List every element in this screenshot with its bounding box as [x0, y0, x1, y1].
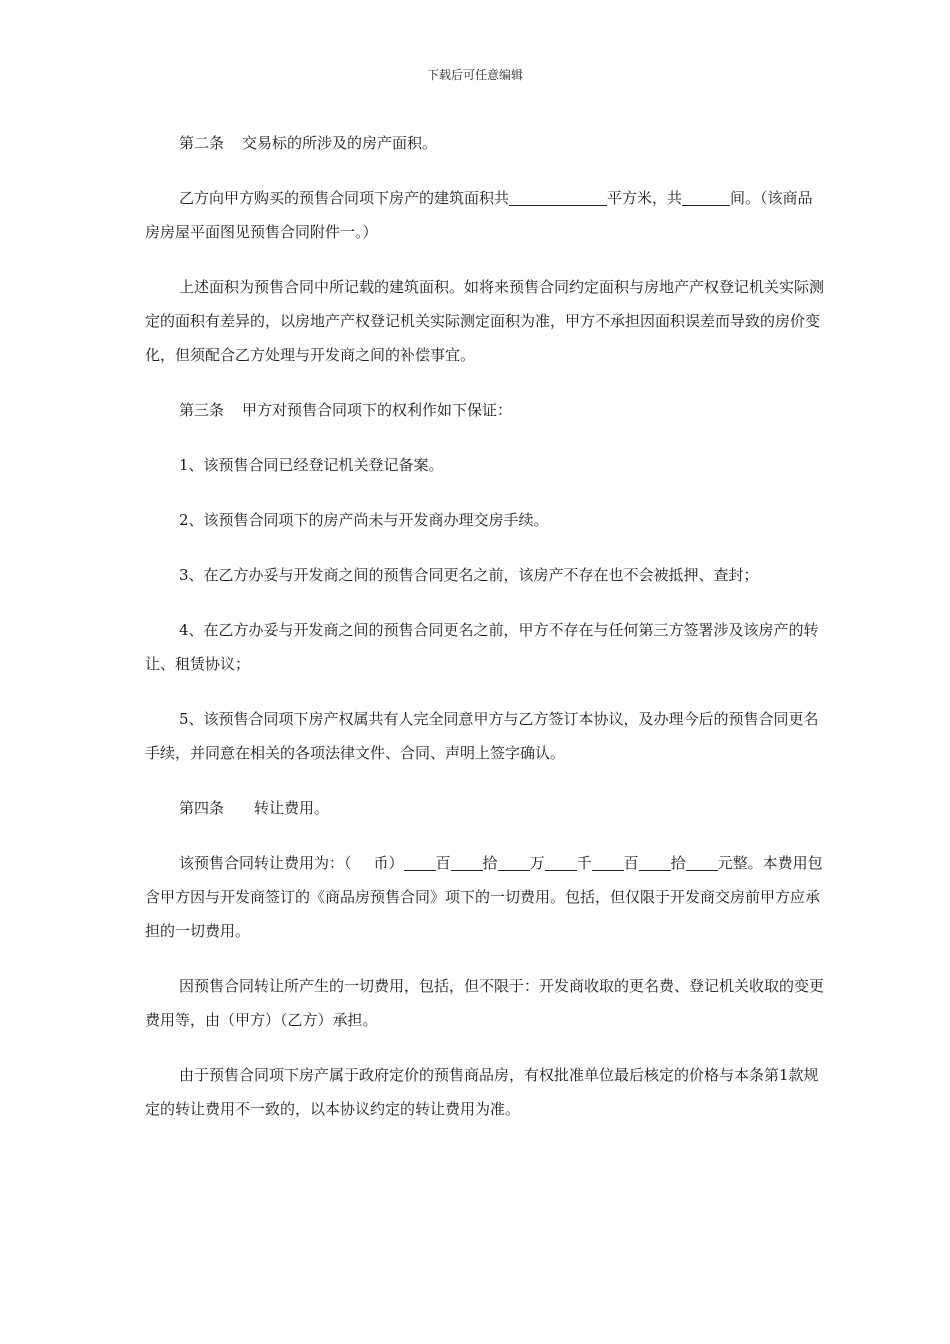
- article-4-paragraph-2: 因预售合同转让所产生的一切费用，包括，但不限于：开发商收取的更名费、登记机关收取的变更费用等，由（甲方）（乙方）承担。: [145, 977, 825, 1029]
- fee-text-rest: 本费用包含甲方因与开发商签订的《商品房预售合同》项下的一切费用。包括，但仅限于开发商交房前甲方应承担的一切费用。: [145, 854, 823, 940]
- area-text-d: （该商品房房屋平面图见预售合同附件一。）: [145, 189, 813, 241]
- fee-unit: 拾: [482, 854, 498, 872]
- area-blank[interactable]: [509, 189, 607, 206]
- fee-unit: 百: [623, 854, 639, 872]
- fee-paragraph: [145, 846, 825, 948]
- fee-unit: 元整。: [717, 854, 763, 872]
- article-3-number: 第三条: [179, 401, 225, 419]
- fee-unit: 万: [529, 854, 545, 872]
- article-2-paragraph-2: 上述面积为预售合同中所记载的建筑面积。如将来预售合同约定面积与房地产产权登记机关实际测定的面积有差异的，以房地产产权登记机关实际测定面积为准，甲方不承担因面积误差而导致的房价变化，但须配合乙方处理与开发商之间的补偿事宜。: [145, 278, 825, 364]
- fee-unit: 百: [435, 854, 451, 872]
- article-3-heading: [145, 393, 825, 427]
- article-4-heading: [145, 791, 825, 825]
- area-text-b: 平方米，共: [607, 189, 683, 207]
- article-2-title: 交易标的所涉及的房产面积。: [242, 134, 438, 152]
- article-4-paragraph-3: 由于预售合同项下房产属于政府定价的预售商品房，有权批准单位最后核定的价格与本条第1款规定的转让费用不一致的，以本协议约定的转让费用为准。: [145, 1066, 819, 1118]
- fee-unit: 千: [576, 854, 592, 872]
- article-4-title: 转让费用。: [254, 799, 330, 817]
- fee-blank[interactable]: [686, 854, 718, 871]
- rooms-blank[interactable]: [682, 189, 730, 206]
- guarantee-item-5: 5、该预售合同项下房产权属共有人完全同意甲方与乙方签订本协议，及办理今后的预售合同更名手续，并同意在相关的各项法律文件、合同、声明上签字确认。: [145, 710, 819, 762]
- article-4-number: 第四条: [179, 799, 225, 817]
- fee-blank[interactable]: [592, 854, 624, 871]
- fee-currency: 币）: [373, 854, 404, 872]
- article-2-area-paragraph: [145, 181, 825, 249]
- fee-blank[interactable]: [545, 854, 577, 871]
- fee-blank[interactable]: [451, 854, 483, 871]
- fee-blank[interactable]: [404, 854, 436, 871]
- fee-unit: 拾: [670, 854, 686, 872]
- fee-blank[interactable]: [639, 854, 671, 871]
- article-2-number: 第二条: [179, 134, 225, 152]
- document-body: [145, 126, 825, 1147]
- guarantee-item-4: 4、在乙方办妥与开发商之间的预售合同更名之前，甲方不存在与任何第三方签署涉及该房产的转让、租赁协议；: [145, 621, 819, 673]
- fee-blank[interactable]: [498, 854, 530, 871]
- article-2-heading: [145, 126, 825, 160]
- page-header: 下载后可任意编辑: [426, 68, 523, 82]
- guarantee-item-2: 2、该预售合同项下的房产尚未与开发商办理交房手续。: [179, 511, 549, 529]
- area-text-a: 乙方向甲方购买的预售合同项下房产的建筑面积共: [179, 189, 510, 207]
- article-3-title: 甲方对预售合同项下的权利作如下保证：: [242, 401, 513, 419]
- guarantee-item-3: 3、在乙方办妥与开发商之间的预售合同更名之前，该房产不存在也不会被抵押、查封；: [179, 566, 759, 584]
- fee-text-a: 该预售合同转让费用为：（: [179, 854, 352, 872]
- area-text-c: 间。: [730, 189, 761, 207]
- guarantee-item-1: 1、该预售合同已经登记机关登记备案。: [179, 456, 444, 474]
